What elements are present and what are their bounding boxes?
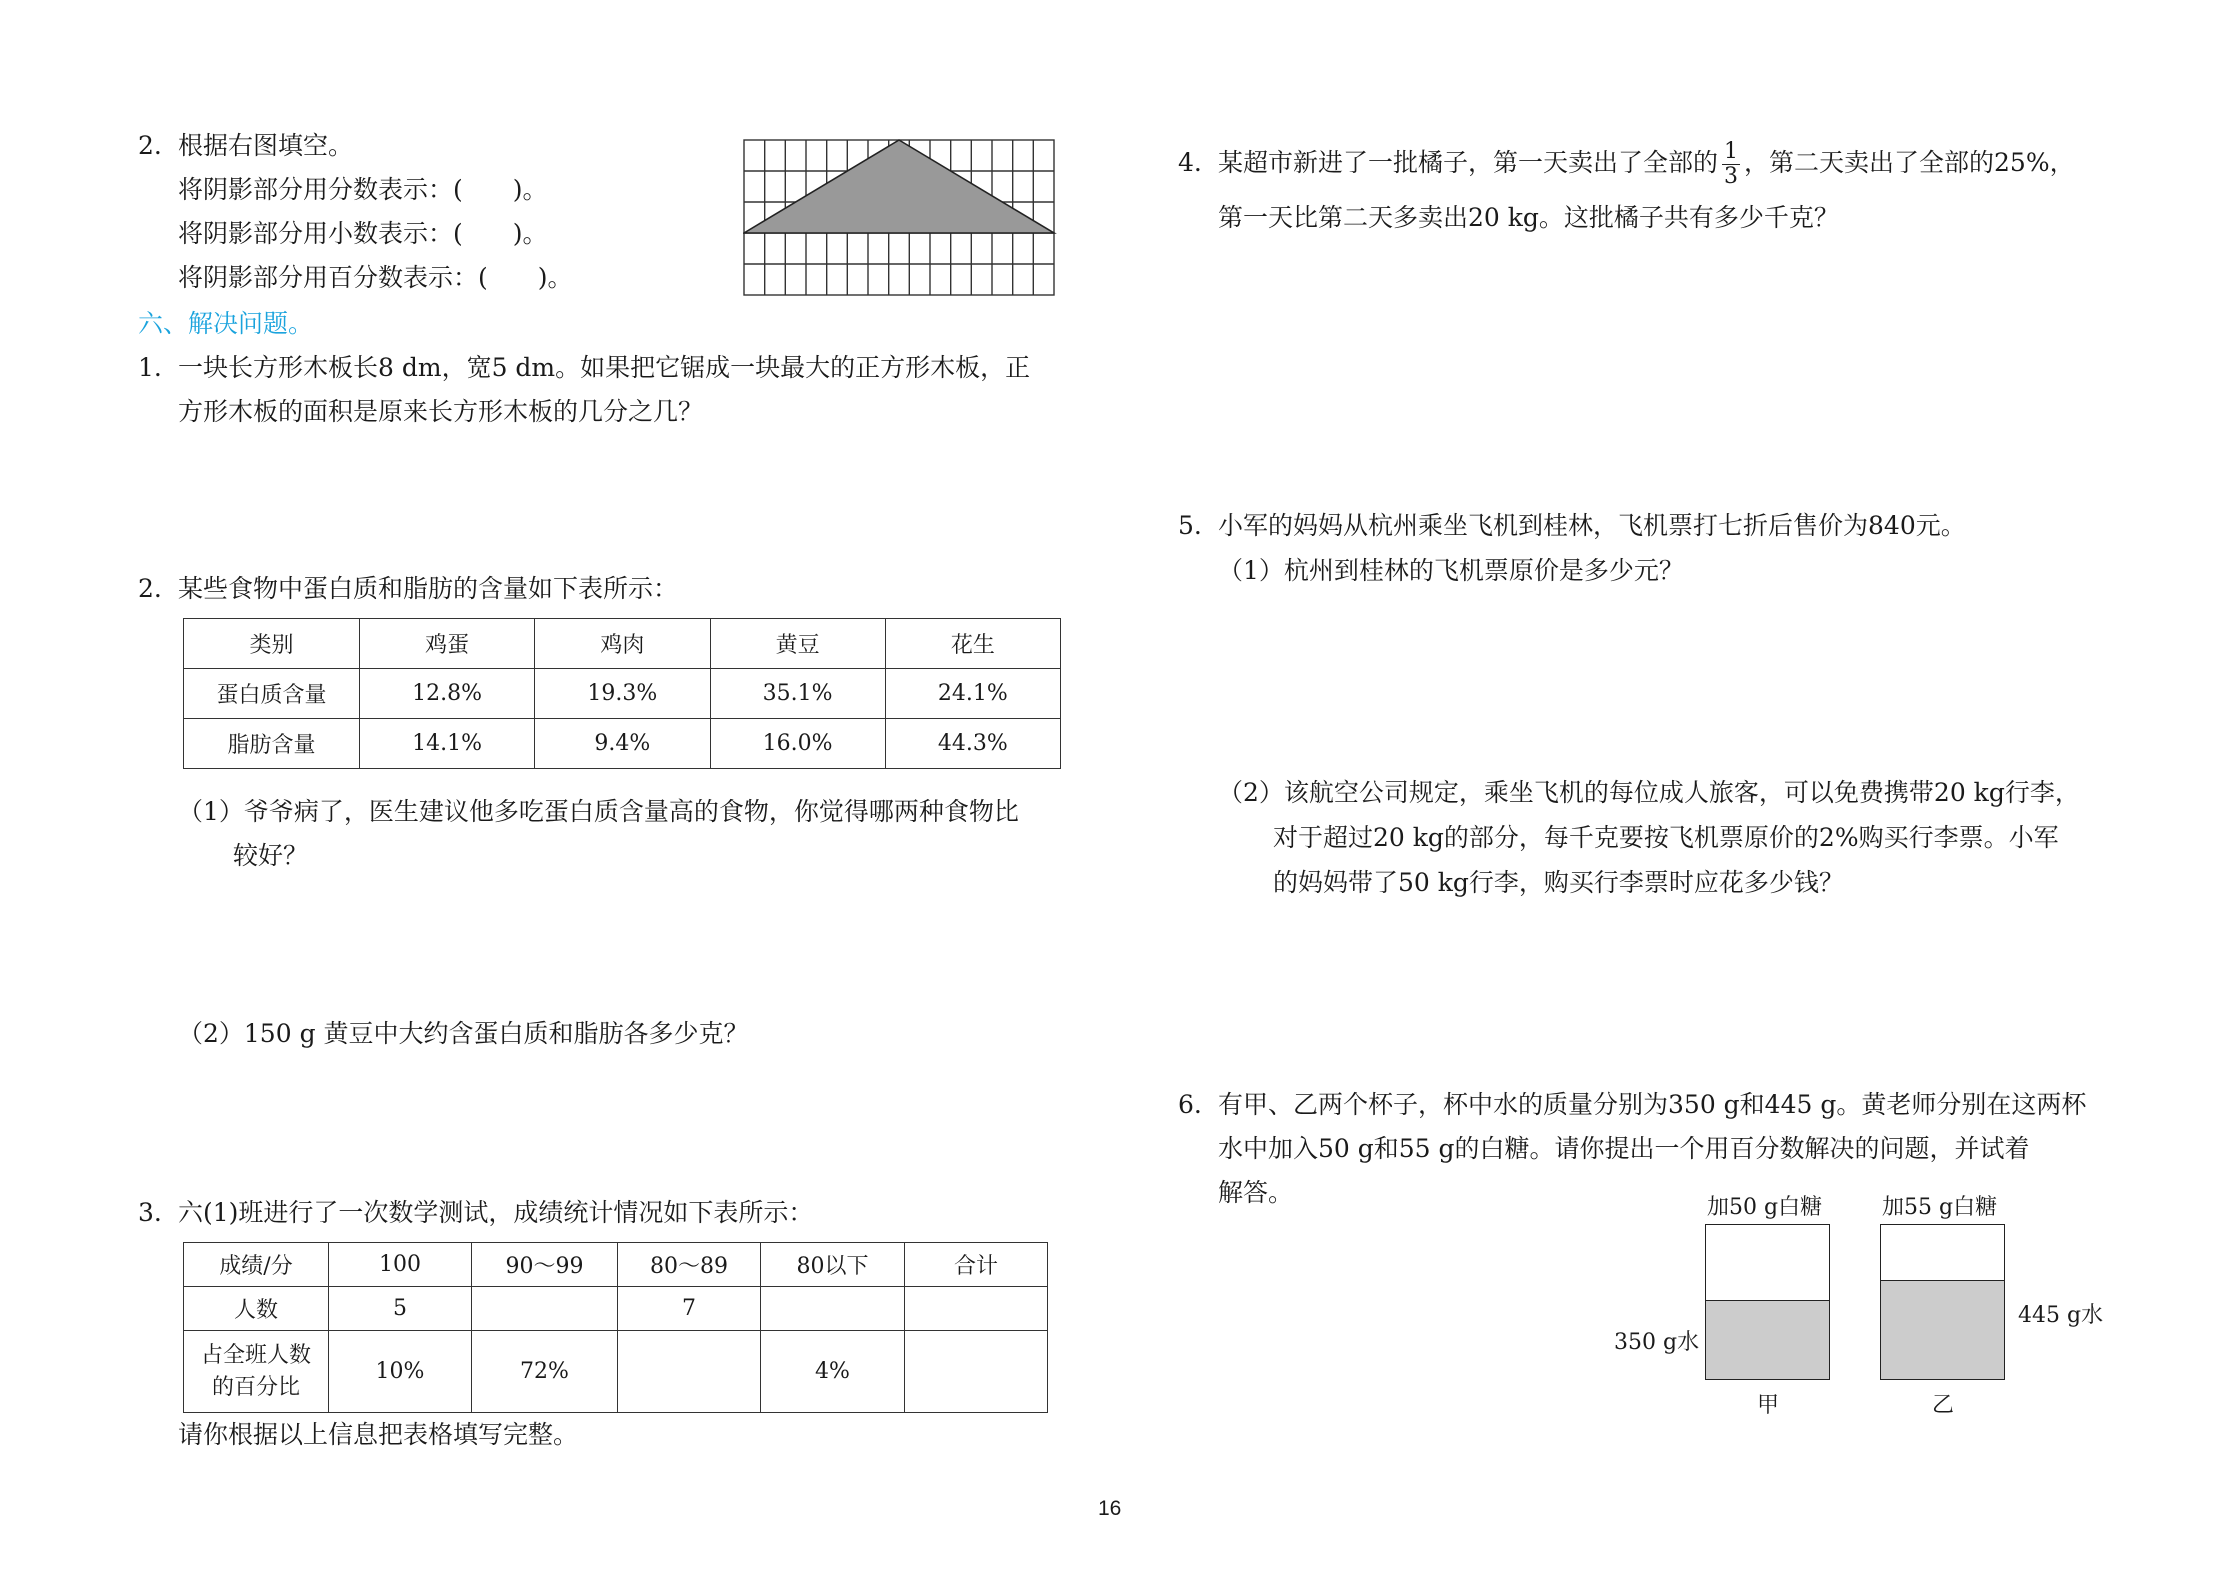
table-cell: 12.8% [360,669,535,719]
cup-b-water-label: 445 g水 [2018,1303,2104,1328]
cup-a [1705,1224,1830,1380]
table-row [184,669,1061,719]
table-row [184,1331,1048,1413]
problem-6-line1: 6. 有甲、乙两个杯子，杯中水的质量分别为350 g和445 g。黄老师分别在这两杯 [1178,1090,2087,1119]
problem-4-line2: 第一天比第二天多卖出20 kg。这批橘子共有多少千克？ [1218,203,1839,232]
problem-5-line1: 5. 小军的妈妈从杭州乘坐飞机到桂林，飞机票打七折后售价为840元。 [1178,511,1966,540]
q2-title: 2. 根据右图填空。 [138,131,354,160]
table-header-cell: 鸡蛋 [360,619,535,669]
table-cell [905,1331,1048,1413]
cup-b [1880,1224,2005,1380]
problem-2-intro: 2. 某些食物中蛋白质和脂肪的含量如下表所示： [138,574,679,603]
problem-4-line1: 4. 某超市新进了一批橘子，第一天卖出了全部的 $\frac{1}{3}$ ，第二天卖出了全部的25%， [1178,139,2075,189]
table-cell: 4% [761,1331,905,1413]
food-nutrition-table [183,618,1061,769]
table-cell [761,1287,905,1331]
problem-6-line2: 水中加入50 g和55 g的白糖。请你提出一个用百分数解决的问题，并试着 [1218,1134,2030,1163]
fraction-one-third: $\frac{1}{3}$ [1724,139,1739,189]
cup-a-water [1706,1300,1829,1379]
table-cell: 5 [329,1287,472,1331]
problem-3-footer: 请你根据以上信息把表格填写完整。 [178,1420,579,1449]
table-cell: 44.3% [885,719,1060,769]
table-header-cell: 80以下 [761,1243,905,1287]
section-6-heading: 六、解决问题。 [138,309,314,338]
problem-5-sub2-line1: （2）该航空公司规定，乘坐飞机的每位成人旅客，可以免费携带20 kg行李， [1218,778,2080,807]
table-row [184,719,1061,769]
table-cell [905,1287,1048,1331]
table-cell: 9.4% [535,719,710,769]
cup-a-sugar-label: 加50 g白糖 [1707,1195,1823,1220]
cup-b-water [1881,1280,2004,1379]
cup-a-name: 甲 [1757,1393,1780,1418]
table-header-cell: 90～99 [472,1243,618,1287]
table-cell: 72% [472,1331,618,1413]
table-row-label: 脂肪含量 [184,719,360,769]
table-header-cell: 成绩/分 [184,1243,329,1287]
table-cell: 19.3% [535,669,710,719]
table-cell: 10% [329,1331,472,1413]
table-cell: 24.1% [885,669,1060,719]
problem-5-sub2-line2: 对于超过20 kg的部分，每千克要按飞机票原价的2%购买行李票。小军 [1273,823,2059,852]
q2-line-decimal: 将阴影部分用小数表示：( )。 [178,219,548,248]
table-header-cell: 合计 [905,1243,1048,1287]
table-cell: 14.1% [360,719,535,769]
score-statistics-table [183,1242,1048,1413]
problem-3-intro: 3. 六(1)班进行了一次数学测试，成绩统计情况如下表所示： [138,1198,814,1227]
table-header-cell: 鸡肉 [535,619,710,669]
problem-2-sub1-line2: 较好？ [233,841,309,870]
table-cell: 7 [618,1287,761,1331]
table-header-cell: 80～89 [618,1243,761,1287]
table-cell [618,1331,761,1413]
table-row-label: 人数 [184,1287,329,1331]
table-header-cell: 黄豆 [710,619,885,669]
problem-6-line3: 解答。 [1218,1178,1294,1207]
grid-triangle-figure [743,139,1061,298]
page-number: 16 [1098,1497,1122,1520]
table-row [184,1287,1048,1331]
table-cell [472,1287,618,1331]
cup-b-name: 乙 [1932,1393,1955,1418]
table-cell: 16.0% [710,719,885,769]
problem-2-sub2: （2）150 g 黄豆中大约含蛋白质和脂肪各多少克？ [178,1019,749,1048]
q2-line-fraction: 将阴影部分用分数表示：( )。 [178,175,548,204]
problem-1-line1: 1. 一块长方形木板长8 dm，宽5 dm。如果把它锯成一块最大的正方形木板，正 [138,353,1031,382]
q2-line-percent: 将阴影部分用百分数表示：( )。 [178,263,573,292]
table-header-cell: 类别 [184,619,360,669]
cup-a-water-label: 350 g水 [1614,1330,1700,1355]
table-row-label: 占全班人数 的百分比 [184,1331,329,1413]
problem-5-sub1: （1）杭州到桂林的飞机票原价是多少元？ [1218,556,1684,585]
table-cell: 35.1% [710,669,885,719]
table-header-cell: 100 [329,1243,472,1287]
table-row-label: 蛋白质含量 [184,669,360,719]
cup-b-sugar-label: 加55 g白糖 [1882,1195,1998,1220]
problem-1-line2: 方形木板的面积是原来长方形木板的几分之几？ [178,397,704,426]
problem-5-sub2-line3: 的妈妈带了50 kg行李，购买行李票时应花多少钱？ [1273,868,1844,897]
table-header-cell: 花生 [885,619,1060,669]
problem-2-sub1-line1: （1）爷爷病了，医生建议他多吃蛋白质含量高的食物，你觉得哪两种食物比 [178,797,1019,826]
shaded-triangle [744,140,1054,233]
